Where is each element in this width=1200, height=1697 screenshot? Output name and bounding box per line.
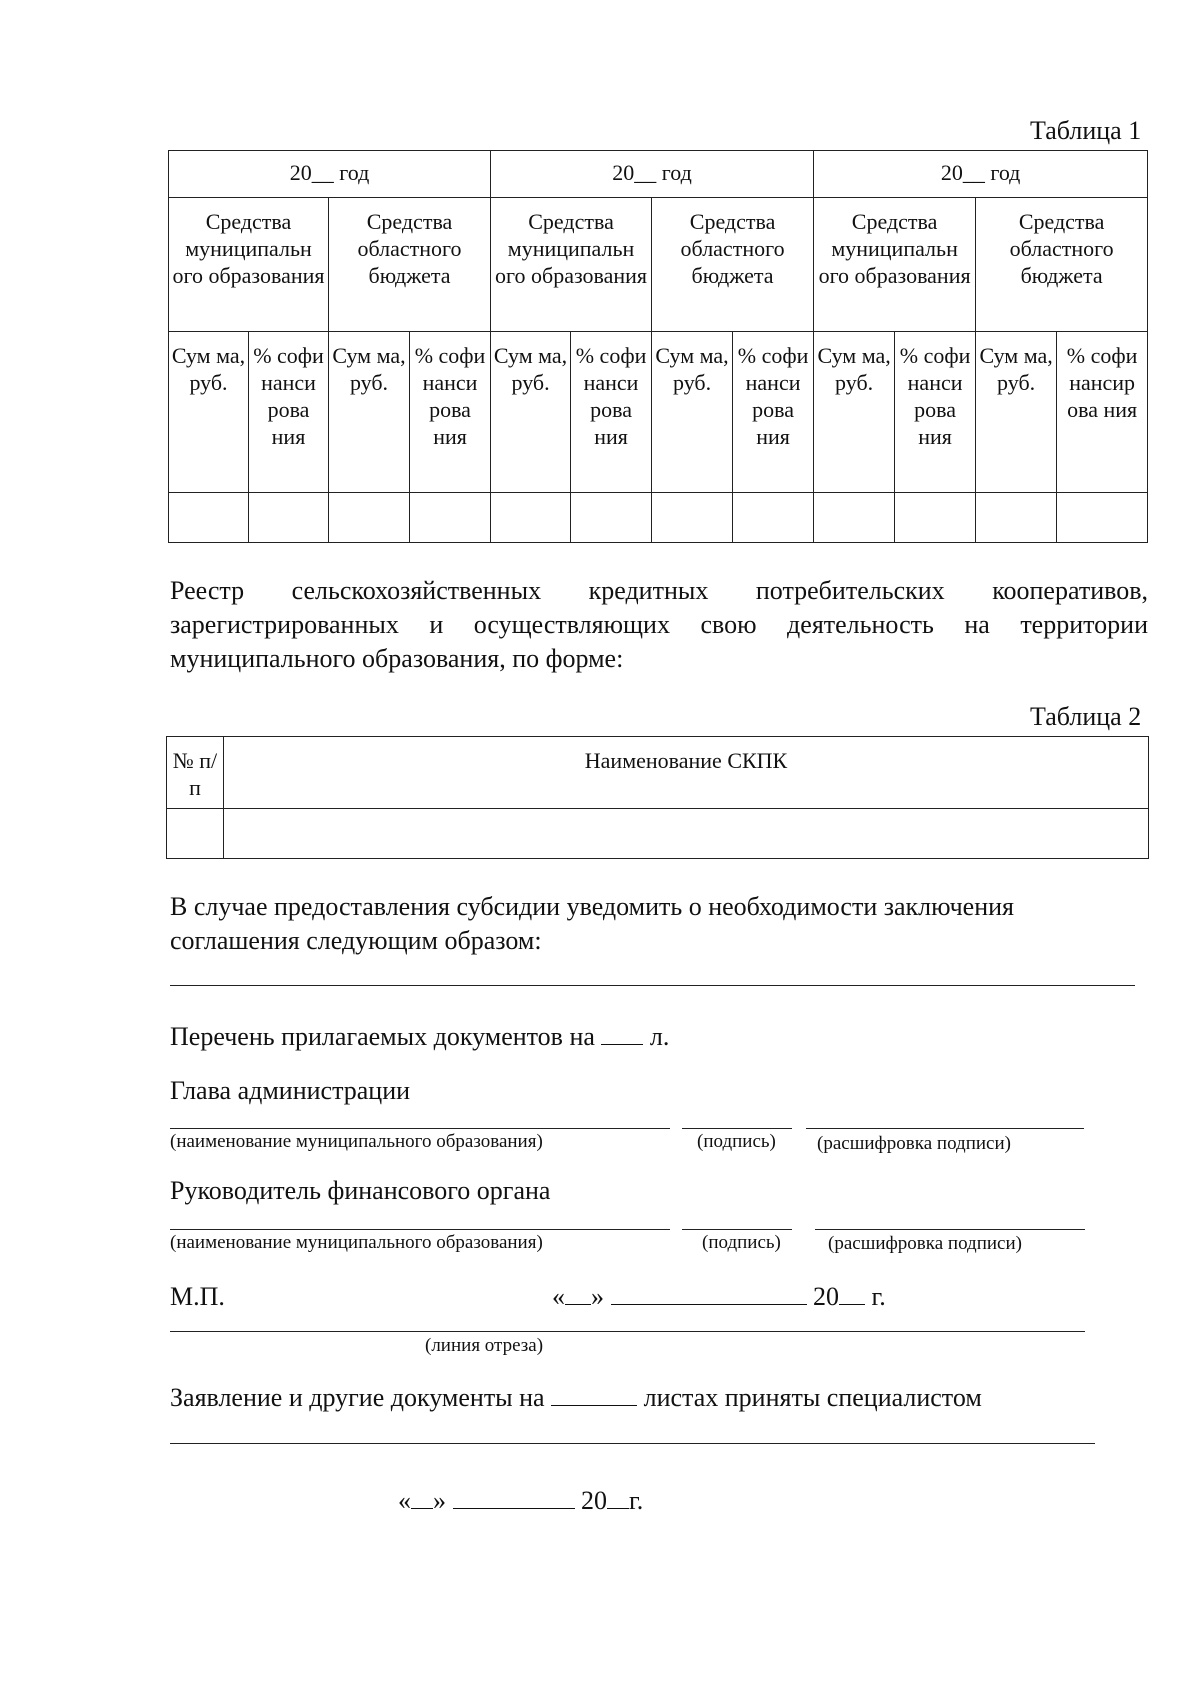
- finance-name-caption: (наименование муниципального образования): [170, 1232, 543, 1253]
- table1-empty-cell: [571, 493, 652, 543]
- table1-col-percent: % софи нанси рова ния: [733, 332, 814, 493]
- table2-empty-cell: [167, 809, 224, 859]
- table1-col-sum: Сум ма, руб.: [814, 332, 895, 493]
- table2: [166, 736, 1149, 859]
- accepted-sheets-blank[interactable]: [551, 1383, 637, 1406]
- table1-empty-cell: [895, 493, 976, 543]
- finance-sign-caption: (подпись): [702, 1232, 781, 1253]
- seal-mark: М.П.: [170, 1282, 225, 1311]
- head-decode-line[interactable]: [806, 1128, 1084, 1129]
- table1-empty-cell: [329, 493, 410, 543]
- table1-col-sum: Сум ма, руб.: [976, 332, 1057, 493]
- table1-empty-cell: [652, 493, 733, 543]
- table2-col-name: Наименование СКПК: [224, 737, 1149, 809]
- finance-title: Руководитель финансового органа: [170, 1176, 551, 1205]
- bottom-day-blank[interactable]: [411, 1486, 433, 1509]
- table1-col-sum: Сум ма, руб.: [329, 332, 410, 493]
- bottom-year-blank[interactable]: [607, 1486, 629, 1509]
- finance-decode-caption: (расшифровка подписи): [828, 1233, 1022, 1254]
- table1-empty-cell: [410, 493, 491, 543]
- table1-empty-cell: [491, 493, 571, 543]
- table1-col-percent: % софи нанси рова ния: [895, 332, 976, 493]
- bottom-year-suffix: г.: [629, 1486, 644, 1515]
- notify-blank-line[interactable]: [170, 985, 1135, 986]
- quote-close: »: [591, 1282, 604, 1311]
- table1: [168, 150, 1148, 543]
- bottom-month-blank[interactable]: [453, 1486, 575, 1509]
- seal-day-blank[interactable]: [565, 1282, 591, 1305]
- accepted-line: [170, 1381, 982, 1415]
- table2-label: Таблица 2: [1030, 702, 1142, 731]
- table1-col-percent: % софи нанси рова ния: [410, 332, 491, 493]
- head-decode-caption: (расшифровка подписи): [817, 1133, 1011, 1154]
- docs-list-suffix: л.: [649, 1022, 670, 1051]
- table1-empty-cell: [249, 493, 329, 543]
- bottom-date: [398, 1484, 643, 1518]
- table1-fund-municipal: Средства муниципальн ого образования: [814, 198, 976, 332]
- table1-empty-cell: [976, 493, 1057, 543]
- docs-list-prefix: Перечень прилагаемых документов на: [170, 1022, 595, 1051]
- table1-col-sum: Сум ма, руб.: [652, 332, 733, 493]
- seal-month-blank[interactable]: [611, 1282, 807, 1305]
- accepted-prefix: Заявление и другие документы на: [170, 1383, 545, 1412]
- table2-col-number: № п/п: [167, 737, 224, 809]
- table2-empty-cell: [224, 809, 1149, 859]
- quote-open: «: [552, 1282, 565, 1311]
- specialist-line[interactable]: [170, 1443, 1095, 1444]
- table1-year-3: 20__ год: [814, 151, 1148, 198]
- notify-paragraph: В случае предоставления субсидии уведомить о необходимости заключения соглашения следующим образом:: [170, 892, 1014, 955]
- head-name-line[interactable]: [170, 1128, 670, 1129]
- table1-fund-municipal: Средства муниципальн ого образования: [169, 198, 329, 332]
- docs-count-blank[interactable]: [601, 1022, 643, 1045]
- finance-decode-line[interactable]: [815, 1229, 1085, 1230]
- head-sign-caption: (подпись): [697, 1131, 776, 1152]
- seal-year-suffix: г.: [871, 1282, 886, 1311]
- head-title: Глава администрации: [170, 1076, 411, 1105]
- table1-empty-cell: [733, 493, 814, 543]
- table1-fund-regional: Средства областного бюджета: [976, 198, 1148, 332]
- table1-empty-cell: [1057, 493, 1148, 543]
- table1-fund-regional: Средства областного бюджета: [329, 198, 491, 332]
- quote-open: «: [398, 1486, 411, 1515]
- head-sign-line[interactable]: [682, 1128, 792, 1129]
- cut-line-caption: (линия отреза): [425, 1335, 544, 1356]
- seal-year-blank[interactable]: [839, 1282, 865, 1305]
- table1-fund-regional: Средства областного бюджета: [652, 198, 814, 332]
- table1-empty-cell: [814, 493, 895, 543]
- docs-list-line: [170, 1020, 669, 1054]
- table1-col-sum: Сум ма, руб.: [491, 332, 571, 493]
- seal-year: 20: [813, 1282, 839, 1311]
- table1-fund-municipal: Средства муниципальн ого образования: [491, 198, 652, 332]
- table1-col-sum: Сум ма, руб.: [169, 332, 249, 493]
- table1-col-percent: % софи нанси рова ния: [249, 332, 329, 493]
- table1-col-percent: % софи нансир ова ния: [1057, 332, 1148, 493]
- head-name-caption: (наименование муниципального образования): [170, 1131, 543, 1152]
- table1-col-percent: % софи нанси рова ния: [571, 332, 652, 493]
- finance-name-line[interactable]: [170, 1229, 670, 1230]
- table1-year-1: 20__ год: [169, 151, 491, 198]
- bottom-year: 20: [581, 1486, 607, 1515]
- table1-empty-cell: [169, 493, 249, 543]
- cut-line: [170, 1331, 1085, 1332]
- registry-paragraph: Реестр сельскохозяйственных кредитных потребительских кооперативов, зарегистрированных и осуществляющих свою деятельность на территории муниципального образования, по форме:: [170, 576, 1148, 673]
- quote-close: »: [433, 1486, 446, 1515]
- seal-date: [552, 1280, 886, 1314]
- table1-label: Таблица 1: [1030, 116, 1142, 145]
- finance-sign-line[interactable]: [682, 1229, 792, 1230]
- table1-year-2: 20__ год: [491, 151, 814, 198]
- accepted-suffix: листах приняты специалистом: [643, 1383, 982, 1412]
